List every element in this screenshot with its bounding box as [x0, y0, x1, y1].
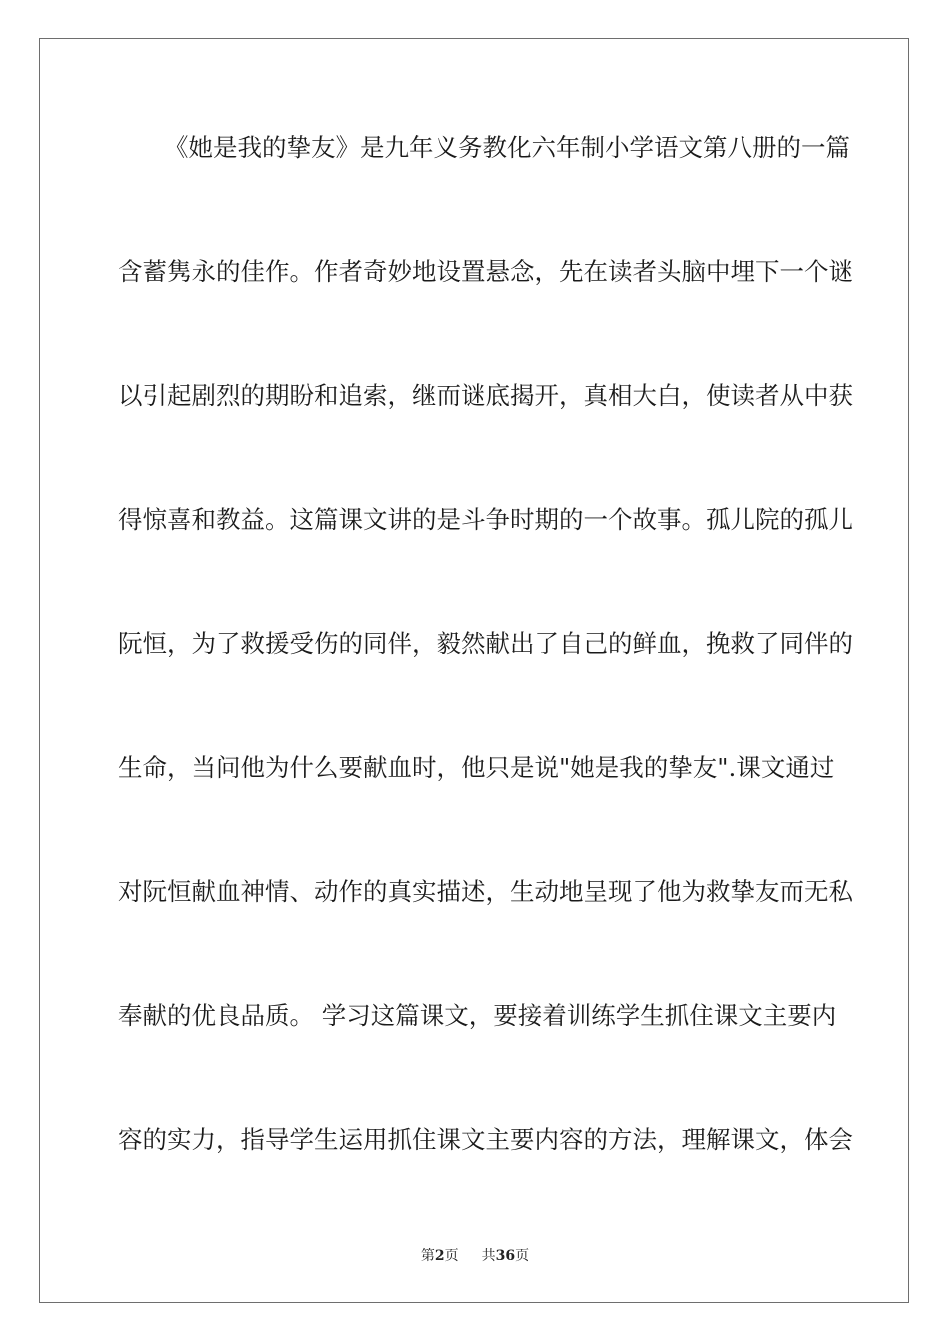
page-prefix: 第 [420, 1248, 435, 1264]
page-footer [0, 1245, 950, 1265]
text-line: 阮恒，为了救援受伤的同伴，毅然献出了自己的鲜血，挽救了同伴的 [118, 629, 853, 658]
total-prefix: 共 [481, 1248, 496, 1264]
text-line: 容的实力，指导学生运用抓住课文主要内容的方法，理解课文，体会 [118, 1125, 853, 1154]
text-line: 含蓄隽永的佳作。作者奇妙地设置悬念，先在读者头脑中埋下一个谜 [118, 257, 853, 286]
total-suffix: 页 [515, 1248, 530, 1264]
text-line: 以引起剧烈的期盼和追索，继而谜底揭开，真相大白，使读者从中获 [118, 381, 853, 410]
total-pages-count: 36 [495, 1248, 516, 1264]
total-pages [482, 1248, 529, 1264]
page-number [421, 1248, 463, 1264]
text-line: 奉献的优良品质。 学习这篇课文，要接着训练学生抓住课文主要内 [118, 1001, 837, 1030]
current-page: 2 [434, 1248, 445, 1264]
body-paragraph [118, 128, 853, 1244]
text-line: 得惊喜和教益。这篇课文讲的是斗争时期的一个故事。孤儿院的孤儿 [118, 505, 853, 534]
page-suffix: 页 [444, 1248, 459, 1264]
text-line: 生命，当问他为什么要献血时，他只是说"她是我的挚友".课文通过 [118, 753, 835, 782]
text-line: 《她是我的挚友》是九年义务教化六年制小学语文第八册的一篇 [164, 133, 850, 162]
text-line: 对阮恒献血神情、动作的真实描述，生动地呈现了他为救挚友而无私 [118, 877, 853, 906]
